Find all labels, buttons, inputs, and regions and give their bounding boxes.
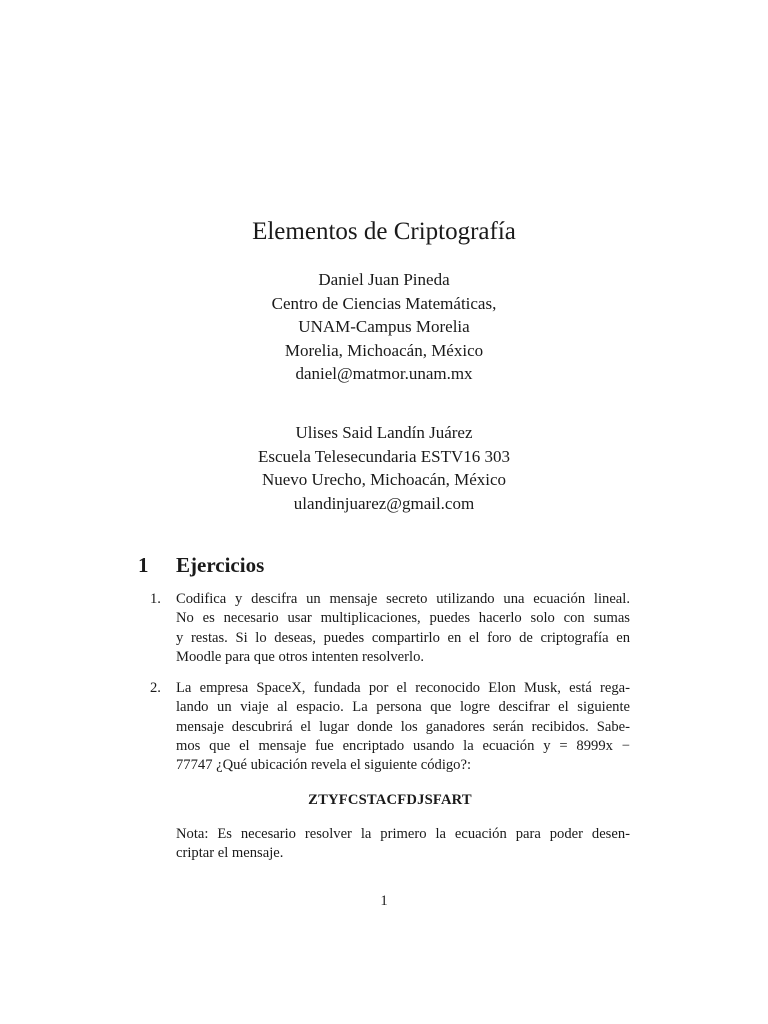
exercise-text-line: La empresa SpaceX, fundada por el reconocido Elon Musk, está rega- bbox=[176, 680, 630, 697]
author-affiliation: Escuela Telesecundaria ESTV16 303 bbox=[258, 446, 510, 466]
section-title: Ejercicios bbox=[176, 553, 265, 577]
exercise-text-line: mos que el mensaje fue encriptado usando la ecuación y = 8999x − bbox=[176, 738, 630, 755]
author-email: ulandinjuarez@gmail.com bbox=[293, 493, 475, 513]
exercise-note bbox=[176, 825, 630, 864]
exercise-text-line: y restas. Si lo deseas, puedes compartirlo en el foro de criptografía en bbox=[176, 629, 630, 646]
page-number: 1 bbox=[380, 893, 388, 909]
author-email: daniel@matmor.unam.mx bbox=[295, 364, 473, 383]
note-text-line: Nota: Es necesario resolver la primero la ecuación para poder desen- bbox=[176, 825, 630, 842]
author-affiliation: UNAM-Campus Morelia bbox=[298, 317, 470, 336]
exercise-text-line: lando un viaje al espacio. La persona que logre descifrar el siguiente bbox=[176, 699, 630, 716]
author-location: Nuevo Urecho, Michoacán, México bbox=[261, 470, 507, 489]
exercise-text-line: No es necesario usar multiplicaciones, puedes hacerlo solo con sumas bbox=[176, 610, 630, 627]
section-heading bbox=[138, 551, 264, 579]
author-block-2 bbox=[0, 421, 768, 515]
author-name: Daniel Juan Pineda bbox=[318, 270, 450, 289]
author-name: Ulises Said Landín Juárez bbox=[295, 423, 473, 442]
author-affiliation: Centro de Ciencias Matemáticas, bbox=[271, 293, 497, 313]
exercise-item-1 bbox=[150, 590, 630, 667]
exercise-item-2 bbox=[150, 679, 630, 863]
exercise-text-line: Codifica y descifra un mensaje secreto utilizando una ecuación lineal. bbox=[176, 591, 630, 607]
author-block-1 bbox=[0, 268, 768, 386]
exercise-text-line: Moodle para que otros intenten resolverlo. bbox=[176, 648, 425, 665]
encrypted-code: ZTYFCSTACFDJSFART bbox=[308, 791, 472, 808]
note-text-line: criptar el mensaje. bbox=[176, 845, 284, 862]
exercise-number: 2. bbox=[150, 680, 161, 697]
author-location: Morelia, Michoacán, México bbox=[284, 340, 484, 360]
exercise-text-line: 77747 ¿Qué ubicación revela el siguiente código?: bbox=[176, 757, 472, 774]
exercise-list bbox=[150, 590, 630, 864]
exercise-text-line: mensaje descubrirá el lugar donde los ganadores serán recibidos. Sabe- bbox=[176, 718, 630, 735]
exercise-number: 1. bbox=[150, 591, 161, 607]
document-title: Elementos de Criptografía bbox=[252, 218, 516, 245]
section-number: 1 bbox=[138, 553, 149, 577]
